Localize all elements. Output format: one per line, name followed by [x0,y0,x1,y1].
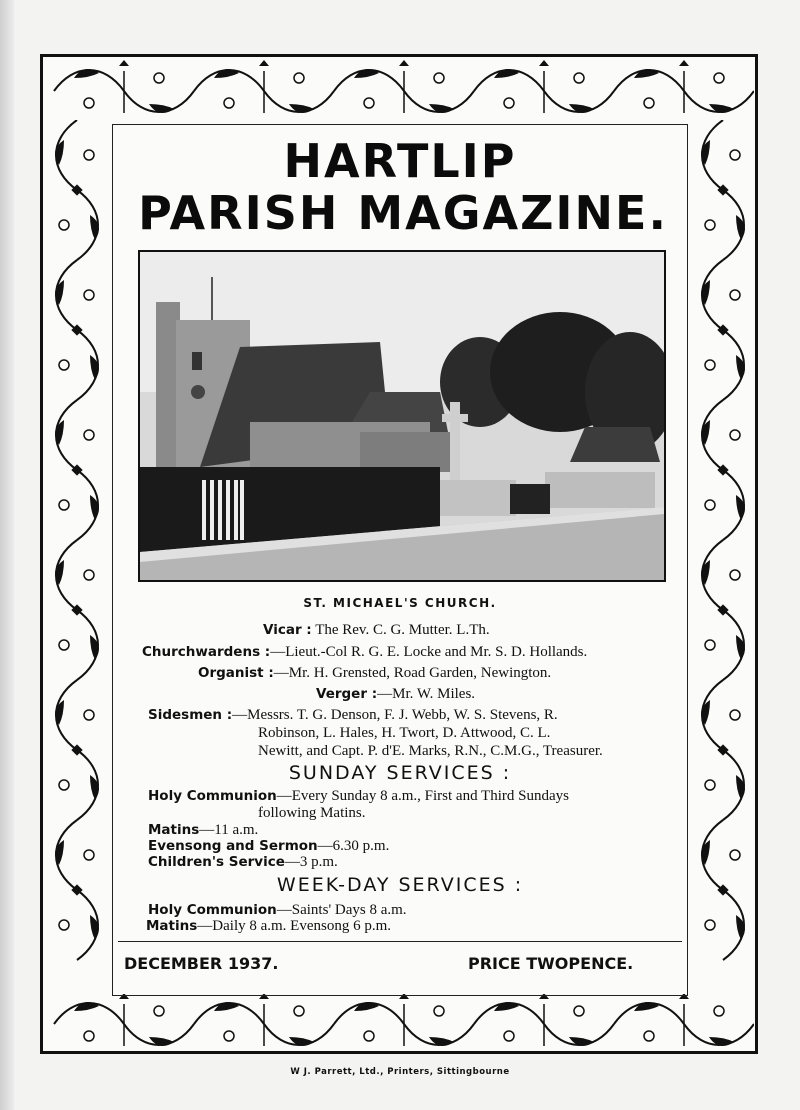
weekday-holy-communion-label: Holy Communion [148,902,277,918]
sunday-matins-line [148,822,258,839]
sunday-holy-communion-line [148,788,569,805]
churchwardens-value: —Lieut.-Col R. G. E. Locke and Mr. S. D. Hollands. [270,644,588,660]
sidesmen-value-1: —Messrs. T. G. Denson, F. J. Webb, W. S. Stevens, R. [232,707,558,723]
sidesmen-line-3: Newitt, and Capt. P. d'E. Marks, R.N., C.M.G., Treasurer. [258,743,603,759]
organist-label: Organist : [198,665,274,681]
sidesmen-line [148,707,558,724]
evensong-line [148,838,389,855]
weekday-matins-value: —Daily 8 a.m. Evensong 6 p.m. [197,918,392,934]
vicar-line [263,622,490,639]
weekday-matins-line [146,918,391,935]
ornamental-border-top [44,58,754,124]
sunday-matins-label: Matins [148,822,200,838]
ornamental-border-right [690,120,754,996]
sidesmen-line-2: Robinson, L. Hales, H. Twort, D. Attwood, C. L. [258,725,551,741]
issue-date: DECEMBER 1937. [124,954,279,973]
childrens-service-line [148,854,338,871]
footer-rule [118,941,682,942]
organist-value: —Mr. H. Grensted, Road Garden, Newington. [273,665,552,681]
ornamental-border-bottom [44,994,754,1054]
sunday-services-heading: SUNDAY SERVICES : [288,762,512,784]
verger-line [316,686,475,703]
verger-value: —Mr. W. Miles. [377,686,476,702]
weekday-holy-communion-value: —Saints' Days 8 a.m. [276,902,407,918]
evensong-label: Evensong and Sermon [148,838,318,854]
weekday-holy-communion-line [148,902,407,919]
sunday-matins-value: —11 a.m. [199,822,259,838]
weekday-services-heading: WEEK-DAY SERVICES : [276,874,524,896]
sunday-holy-communion-label: Holy Communion [148,788,277,804]
vicar-value: The Rev. C. G. Mutter. L.Th. [315,622,490,638]
church-photograph [138,250,666,582]
evensong-value: —6.30 p.m. [317,838,390,854]
sunday-holy-communion-cont: following Matins. [258,805,366,821]
masthead-line-2: PARISH MAGAZINE. [138,186,668,240]
vicar-label: Vicar : [263,622,312,638]
sidesmen-label: Sidesmen : [148,707,233,723]
scan-edge [0,0,14,1110]
churchwardens-line [142,644,587,661]
childrens-service-value: —3 p.m. [284,854,338,870]
sunday-holy-communion-value: —Every Sunday 8 a.m., First and Third Sundays [276,788,569,804]
price: PRICE TWOPENCE. [468,954,634,973]
childrens-service-label: Children's Service [148,854,285,870]
organist-line [198,665,551,682]
photo-caption: ST. MICHAEL'S CHURCH. [303,596,497,610]
printer-credit: W J. Parrett, Ltd., Printers, Sittingbourne [290,1067,510,1077]
weekday-matins-label: Matins [146,918,198,934]
churchwardens-label: Churchwardens : [142,644,271,660]
masthead-line-1: HARTLIP [283,134,517,188]
ornamental-border-left [44,120,110,996]
verger-label: Verger : [316,686,378,702]
